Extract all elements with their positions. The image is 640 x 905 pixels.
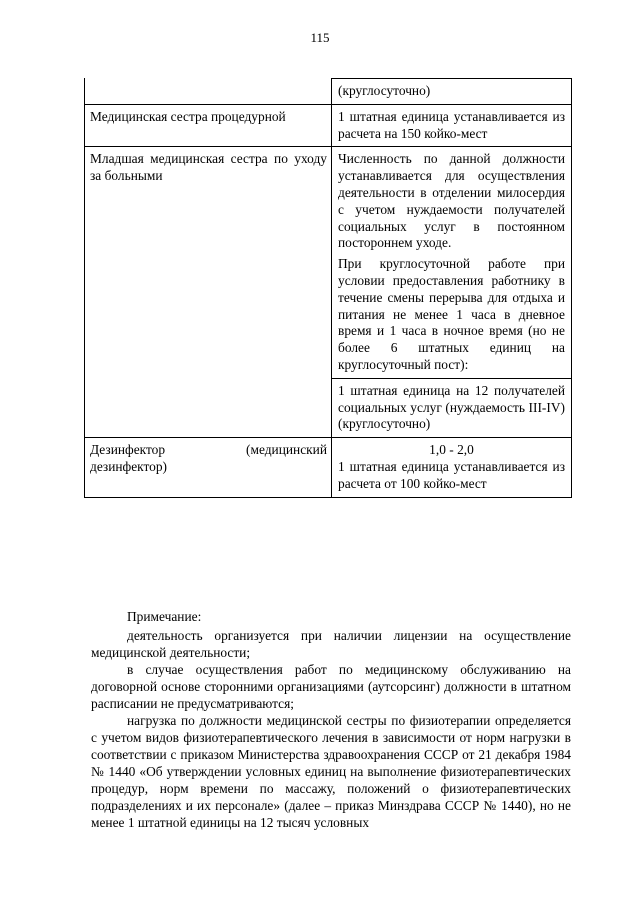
notes-title: Примечание: [127, 609, 202, 624]
table-row [84, 147, 572, 438]
table-row [84, 438, 572, 497]
norm-paragraph: Численность по данной должности устанавливается для осуществления деятельности в отделении милосердия с учетом нуждаемости получателей социальных услуг в постоянном постороннем уходе. [338, 151, 565, 251]
note-paragraph: деятельность организуется при наличии лицензии на осуществление медицинской деятельности; [91, 628, 571, 660]
table-row [84, 78, 572, 105]
norm-value: 1,0 - 2,0 [429, 442, 474, 458]
table-cell-position [84, 78, 332, 104]
table-row [84, 105, 572, 148]
page-number: 115 [310, 30, 330, 45]
norm-paragraph: 1 штатная единица устанавливается из расчета от 100 койко-мест [338, 458, 565, 491]
table-cell-position: Медицинская сестра процедурной [84, 105, 332, 147]
norm-paragraph: При круглосуточной работе при условии предоставления работнику в течение смены перерыва для отдыха и питания не менее 1 часа в дневное время и 1 часа в ночное время (но не более 6 штатных единиц на круглосуточный пост): [338, 256, 565, 372]
table-cell-norm: (круглосуточно) [332, 78, 572, 104]
table-cell-norm [332, 147, 572, 437]
table-cell-norm [332, 438, 572, 496]
staffing-table [84, 78, 572, 498]
note-paragraph: в случае осуществления работ по медицинскому обслуживанию на договорной основе сторонними организациями (аутсорсинг) должности в штатном расписании не предусматриваются; [91, 662, 571, 711]
note-paragraph: нагрузка по должности медицинской сестры по физиотерапии определяется с учетом видов физиотерапевтического лечения в зависимости от норм нагрузки в соответствии с приказом Министерства здравоохранения СССР от 21 декабря 1984 № 1440 «Об утверждении условных единиц на выполнение физиотерапевтических процедур, норм времени по массажу, положений о физиотерапевтических подразделениях и их персонале» (далее – приказ Минздрава СССР № 1440), но не менее 1 штатной единицы на 12 тысяч условных [91, 713, 571, 830]
notes-section [91, 608, 571, 831]
table-cell-norm: 1 штатная единица устанавливается из расчета на 150 койко-мест [332, 105, 572, 147]
norm-paragraph: 1 штатная единица на 12 получателей социальных услуг (нуждаемость III-IV) (круглосуточно) [332, 378, 571, 437]
table-cell-position: Младшая медицинская сестра по уходу за больными [84, 147, 332, 437]
table-cell-position: Дезинфектор (медицинский дезинфектор) [84, 438, 332, 496]
